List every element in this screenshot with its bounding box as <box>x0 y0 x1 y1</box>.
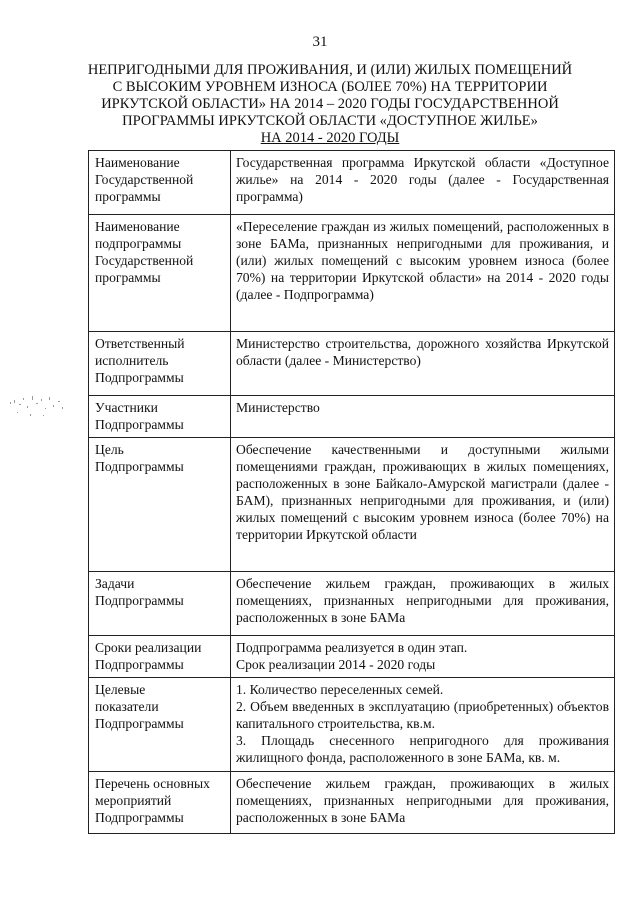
label-line: Государственной <box>95 172 194 187</box>
label-line: Подпрограммы <box>95 810 184 825</box>
table-row <box>89 772 615 834</box>
value-text: Подпрограмма реализуется в один этап. <box>236 640 468 655</box>
table-row <box>89 572 615 636</box>
value-text: Срок реализации 2014 - 2020 годы <box>236 657 436 672</box>
value-text: 2. Объем введенных в эксплуатацию (приобретенных) объектов капитального строительства, кв.м. <box>236 699 609 731</box>
row-label <box>89 215 231 332</box>
label-line: Ответственный <box>95 336 185 351</box>
value-text: «Переселение граждан из жилых помещений, расположенных в зоне БАМа, признанных непригодными для проживания, и (или) жилых помещений с высоким уровнем износа (более 70%) на территории Иркутской области» на 2014 - 2020 годы (далее - Подпрограмма) <box>236 219 609 302</box>
scan-artifact-marks <box>8 388 68 428</box>
label-line: Наименование <box>95 155 180 170</box>
row-value <box>231 215 615 332</box>
value-text: Обеспечение жильем граждан, проживающих в жилых помещениях, признанных непригодными для проживания, расположенных в зоне БАМа <box>236 576 609 625</box>
row-label <box>89 396 231 438</box>
table-row <box>89 636 615 678</box>
label-line: Целевые <box>95 682 146 697</box>
table-row <box>89 215 615 332</box>
row-label <box>89 678 231 772</box>
value-text: Обеспечение жильем граждан, проживающих в жилых помещениях, признанных непригодными для проживания, расположенных в зоне БАМа <box>236 776 609 825</box>
label-line: Подпрограммы <box>95 417 184 432</box>
row-value <box>231 438 615 572</box>
heading-line: С ВЫСОКИМ УРОВНЕМ ИЗНОСА (БОЛЕЕ 70%) НА ТЕРРИТОРИИ <box>112 79 548 95</box>
row-label <box>89 636 231 678</box>
page-number: 31 <box>312 34 328 50</box>
table-row <box>89 678 615 772</box>
label-line: мероприятий <box>95 793 172 808</box>
label-line: Сроки реализации <box>95 640 202 655</box>
row-value <box>231 678 615 772</box>
value-text: 3. Площадь снесенного непригодного для проживания жилищного фонда, расположенного в зоне БАМа, кв. м. <box>236 733 609 765</box>
label-line: Подпрограммы <box>95 657 184 672</box>
row-value <box>231 332 615 396</box>
row-value <box>231 772 615 834</box>
value-text: 1. Количество переселенных семей. <box>236 682 444 697</box>
label-line: показатели <box>95 699 159 714</box>
row-value <box>231 396 615 438</box>
heading-line: НА 2014 - 2020 ГОДЫ <box>260 130 400 146</box>
label-line: Государственной <box>95 253 194 268</box>
heading-line: НЕПРИГОДНЫМИ ДЛЯ ПРОЖИВАНИЯ, И (ИЛИ) ЖИЛЫХ ПОМЕЩЕНИЙ <box>87 62 573 78</box>
value-text: Министерство строительства, дорожного хозяйства Иркутской области (далее - Министерство) <box>236 336 609 368</box>
heading-line: ПРОГРАММЫ ИРКУТСКОЙ ОБЛАСТИ «ДОСТУПНОЕ ЖИЛЬЕ» <box>122 113 538 129</box>
label-line: Участники <box>95 400 158 415</box>
document-heading <box>70 62 590 147</box>
table-row <box>89 332 615 396</box>
label-line: Наименование <box>95 219 180 234</box>
row-value <box>231 636 615 678</box>
subprogram-passport-table <box>88 150 615 834</box>
row-label <box>89 151 231 215</box>
table-row <box>89 151 615 215</box>
row-label <box>89 572 231 636</box>
label-line: Подпрограммы <box>95 370 184 385</box>
label-line: исполнитель <box>95 353 169 368</box>
row-label <box>89 772 231 834</box>
table-row <box>89 396 615 438</box>
value-text: Государственная программа Иркутской области «Доступное жилье» на 2014 - 2020 годы (далее - Государственная программа) <box>236 155 609 204</box>
row-label <box>89 438 231 572</box>
table-row <box>89 438 615 572</box>
heading-line: ИРКУТСКОЙ ОБЛАСТИ» НА 2014 – 2020 ГОДЫ ГОСУДАРСТВЕННОЙ <box>101 96 559 112</box>
label-line: Задачи <box>95 576 135 591</box>
label-line: программы <box>95 270 161 285</box>
label-line: Перечень основных <box>95 776 210 791</box>
label-line: Цель <box>95 442 124 457</box>
value-text: Обеспечение качественными и доступными жилыми помещениями граждан, проживающих в жилых помещениях, расположенных в зоне Байкало-Амурской магистрали (далее - БАМ), признанных непригодными для проживания, и (или) жилых помещений с высоким уровнем износа (более 70%) на территории Иркутской области <box>236 442 609 542</box>
value-text: Министерство <box>236 400 320 415</box>
row-label <box>89 332 231 396</box>
label-line: программы <box>95 189 161 204</box>
label-line: Подпрограммы <box>95 593 184 608</box>
label-line: подпрограммы <box>95 236 182 251</box>
label-line: Подпрограммы <box>95 716 184 731</box>
label-line: Подпрограммы <box>95 459 184 474</box>
row-value <box>231 151 615 215</box>
row-value <box>231 572 615 636</box>
